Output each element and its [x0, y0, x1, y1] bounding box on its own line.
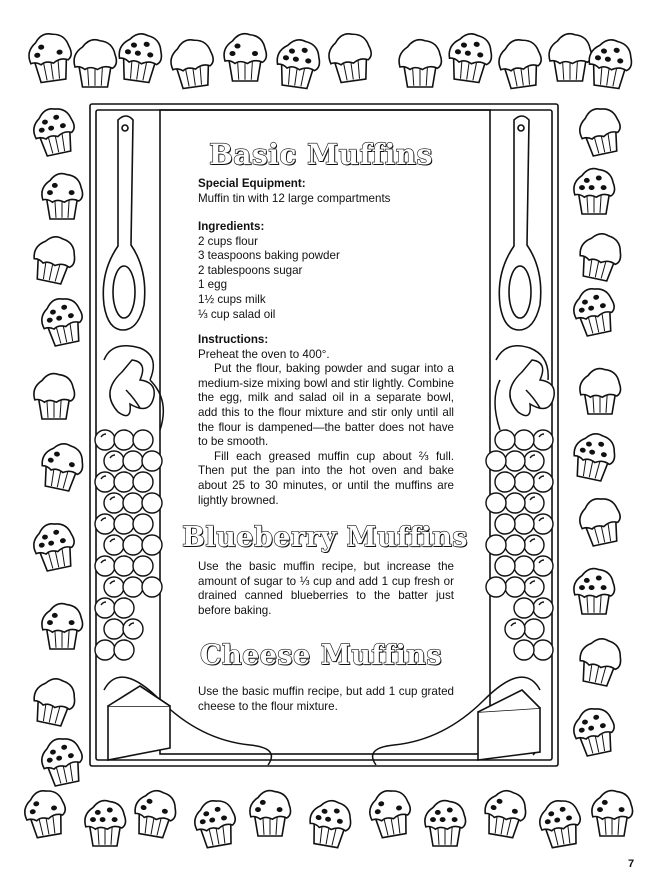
- grape-icon: [514, 430, 534, 450]
- grape-icon: [505, 619, 525, 639]
- grape-icon: [505, 577, 525, 597]
- grape-icon: [533, 598, 553, 618]
- grape-icon: [123, 535, 143, 555]
- ingredient-item: 1 egg: [198, 278, 228, 292]
- equipment-text: Muffin tin with 12 large compartments: [198, 191, 391, 205]
- title-blueberry-muffins: Blueberry Muffins: [182, 522, 468, 553]
- grape-icon: [533, 640, 553, 660]
- instructions-block: [198, 333, 454, 508]
- grape-icon: [486, 451, 506, 471]
- cheese-text: Use the basic muffin recipe, but add 1 cup grated cheese to the flour mixture.: [198, 685, 454, 713]
- grape-icon: [95, 514, 115, 534]
- instructions-paragraph: Fill each greased muffin cup about ⅔ full. Then put the pan into the hot oven and bake about 25 to 30 minutes, or until the muffins are lightly browned.: [198, 449, 454, 507]
- grape-icon: [524, 619, 544, 639]
- grape-icon: [133, 556, 153, 576]
- grape-icon: [114, 472, 134, 492]
- grape-icon: [123, 577, 143, 597]
- grape-icon: [514, 598, 534, 618]
- ingredient-item: 1½ cups milk: [198, 292, 266, 306]
- grape-icon: [123, 451, 143, 471]
- grape-icon: [104, 577, 124, 597]
- grape-icon: [114, 598, 134, 618]
- grape-icon: [486, 577, 506, 597]
- grape-icon: [95, 598, 115, 618]
- spoon-icon: [103, 116, 144, 330]
- grape-icon: [524, 451, 544, 471]
- grape-icon: [533, 472, 553, 492]
- grape-icon: [486, 535, 506, 555]
- equipment-block: [198, 177, 454, 206]
- grape-icon: [133, 514, 153, 534]
- grape-icon: [533, 430, 553, 450]
- grape-icon: [95, 472, 115, 492]
- grape-icon: [95, 430, 115, 450]
- grape-icon: [514, 514, 534, 534]
- leaf-icon: [495, 346, 554, 430]
- instructions-intro: Preheat the oven to 400°.: [198, 347, 330, 361]
- cheese-wedge-icon: [478, 690, 540, 760]
- grape-icon: [505, 535, 525, 555]
- grape-icon: [104, 535, 124, 555]
- grape-icon: [114, 514, 134, 534]
- grape-icon: [495, 556, 515, 576]
- grape-icon: [104, 619, 124, 639]
- grape-icon: [524, 577, 544, 597]
- grape-icon: [95, 556, 115, 576]
- leaf-icon: [104, 346, 163, 430]
- grape-icon: [495, 472, 515, 492]
- grape-icon: [524, 535, 544, 555]
- instructions-paragraph: Put the flour, baking powder and sugar into a medium-size mixing bowl and stir lightly. Combine the egg, milk and salad oil in a separate bowl, add this to the flour mixture and stir only until all the flour is dampened—the batter does not have to be smooth.: [198, 362, 454, 449]
- spoon-icon: [499, 116, 540, 330]
- grape-icon: [133, 472, 153, 492]
- blueberry-text: Use the basic muffin recipe, but increase the amount of sugar to ⅓ cup and add 1 cup fresh or drained canned blueberries to the batter just before baking.: [198, 560, 454, 617]
- grape-icon: [104, 451, 124, 471]
- ingredients-block: [198, 220, 454, 322]
- grape-icon: [505, 451, 525, 471]
- ingredient-item: 2 tablespoons sugar: [198, 263, 303, 277]
- grape-icon: [495, 430, 515, 450]
- grapes-icon: [95, 430, 162, 660]
- ingredients-heading: Ingredients:: [198, 220, 265, 233]
- grape-icon: [95, 640, 115, 660]
- grape-icon: [133, 430, 153, 450]
- grape-icon: [142, 535, 162, 555]
- ingredient-item: 3 teaspoons baking powder: [198, 249, 340, 263]
- grape-icon: [114, 556, 134, 576]
- grape-icon: [533, 514, 553, 534]
- grape-icon: [123, 619, 143, 639]
- grape-icon: [142, 493, 162, 513]
- grape-icon: [514, 640, 534, 660]
- title-basic-muffins: Basic Muffins: [209, 138, 433, 171]
- grapes-icon: [486, 430, 553, 660]
- grape-icon: [524, 493, 544, 513]
- ingredients-list: [198, 235, 454, 323]
- grape-icon: [104, 493, 124, 513]
- equipment-heading: Special Equipment:: [198, 177, 306, 190]
- grape-icon: [123, 493, 143, 513]
- grape-icon: [142, 451, 162, 471]
- grape-icon: [142, 577, 162, 597]
- grape-icon: [114, 430, 134, 450]
- page-number: 7: [628, 858, 635, 870]
- grape-icon: [114, 640, 134, 660]
- grape-icon: [486, 493, 506, 513]
- grape-icon: [514, 472, 534, 492]
- grape-icon: [533, 556, 553, 576]
- grape-icon: [495, 514, 515, 534]
- instructions-heading: Instructions:: [198, 333, 269, 346]
- grape-icon: [514, 556, 534, 576]
- ingredient-item: 2 cups flour: [198, 234, 258, 248]
- grape-icon: [505, 493, 525, 513]
- title-cheese-muffins: Cheese Muffins: [199, 640, 443, 671]
- ingredient-item: ⅓ cup salad oil: [198, 307, 276, 321]
